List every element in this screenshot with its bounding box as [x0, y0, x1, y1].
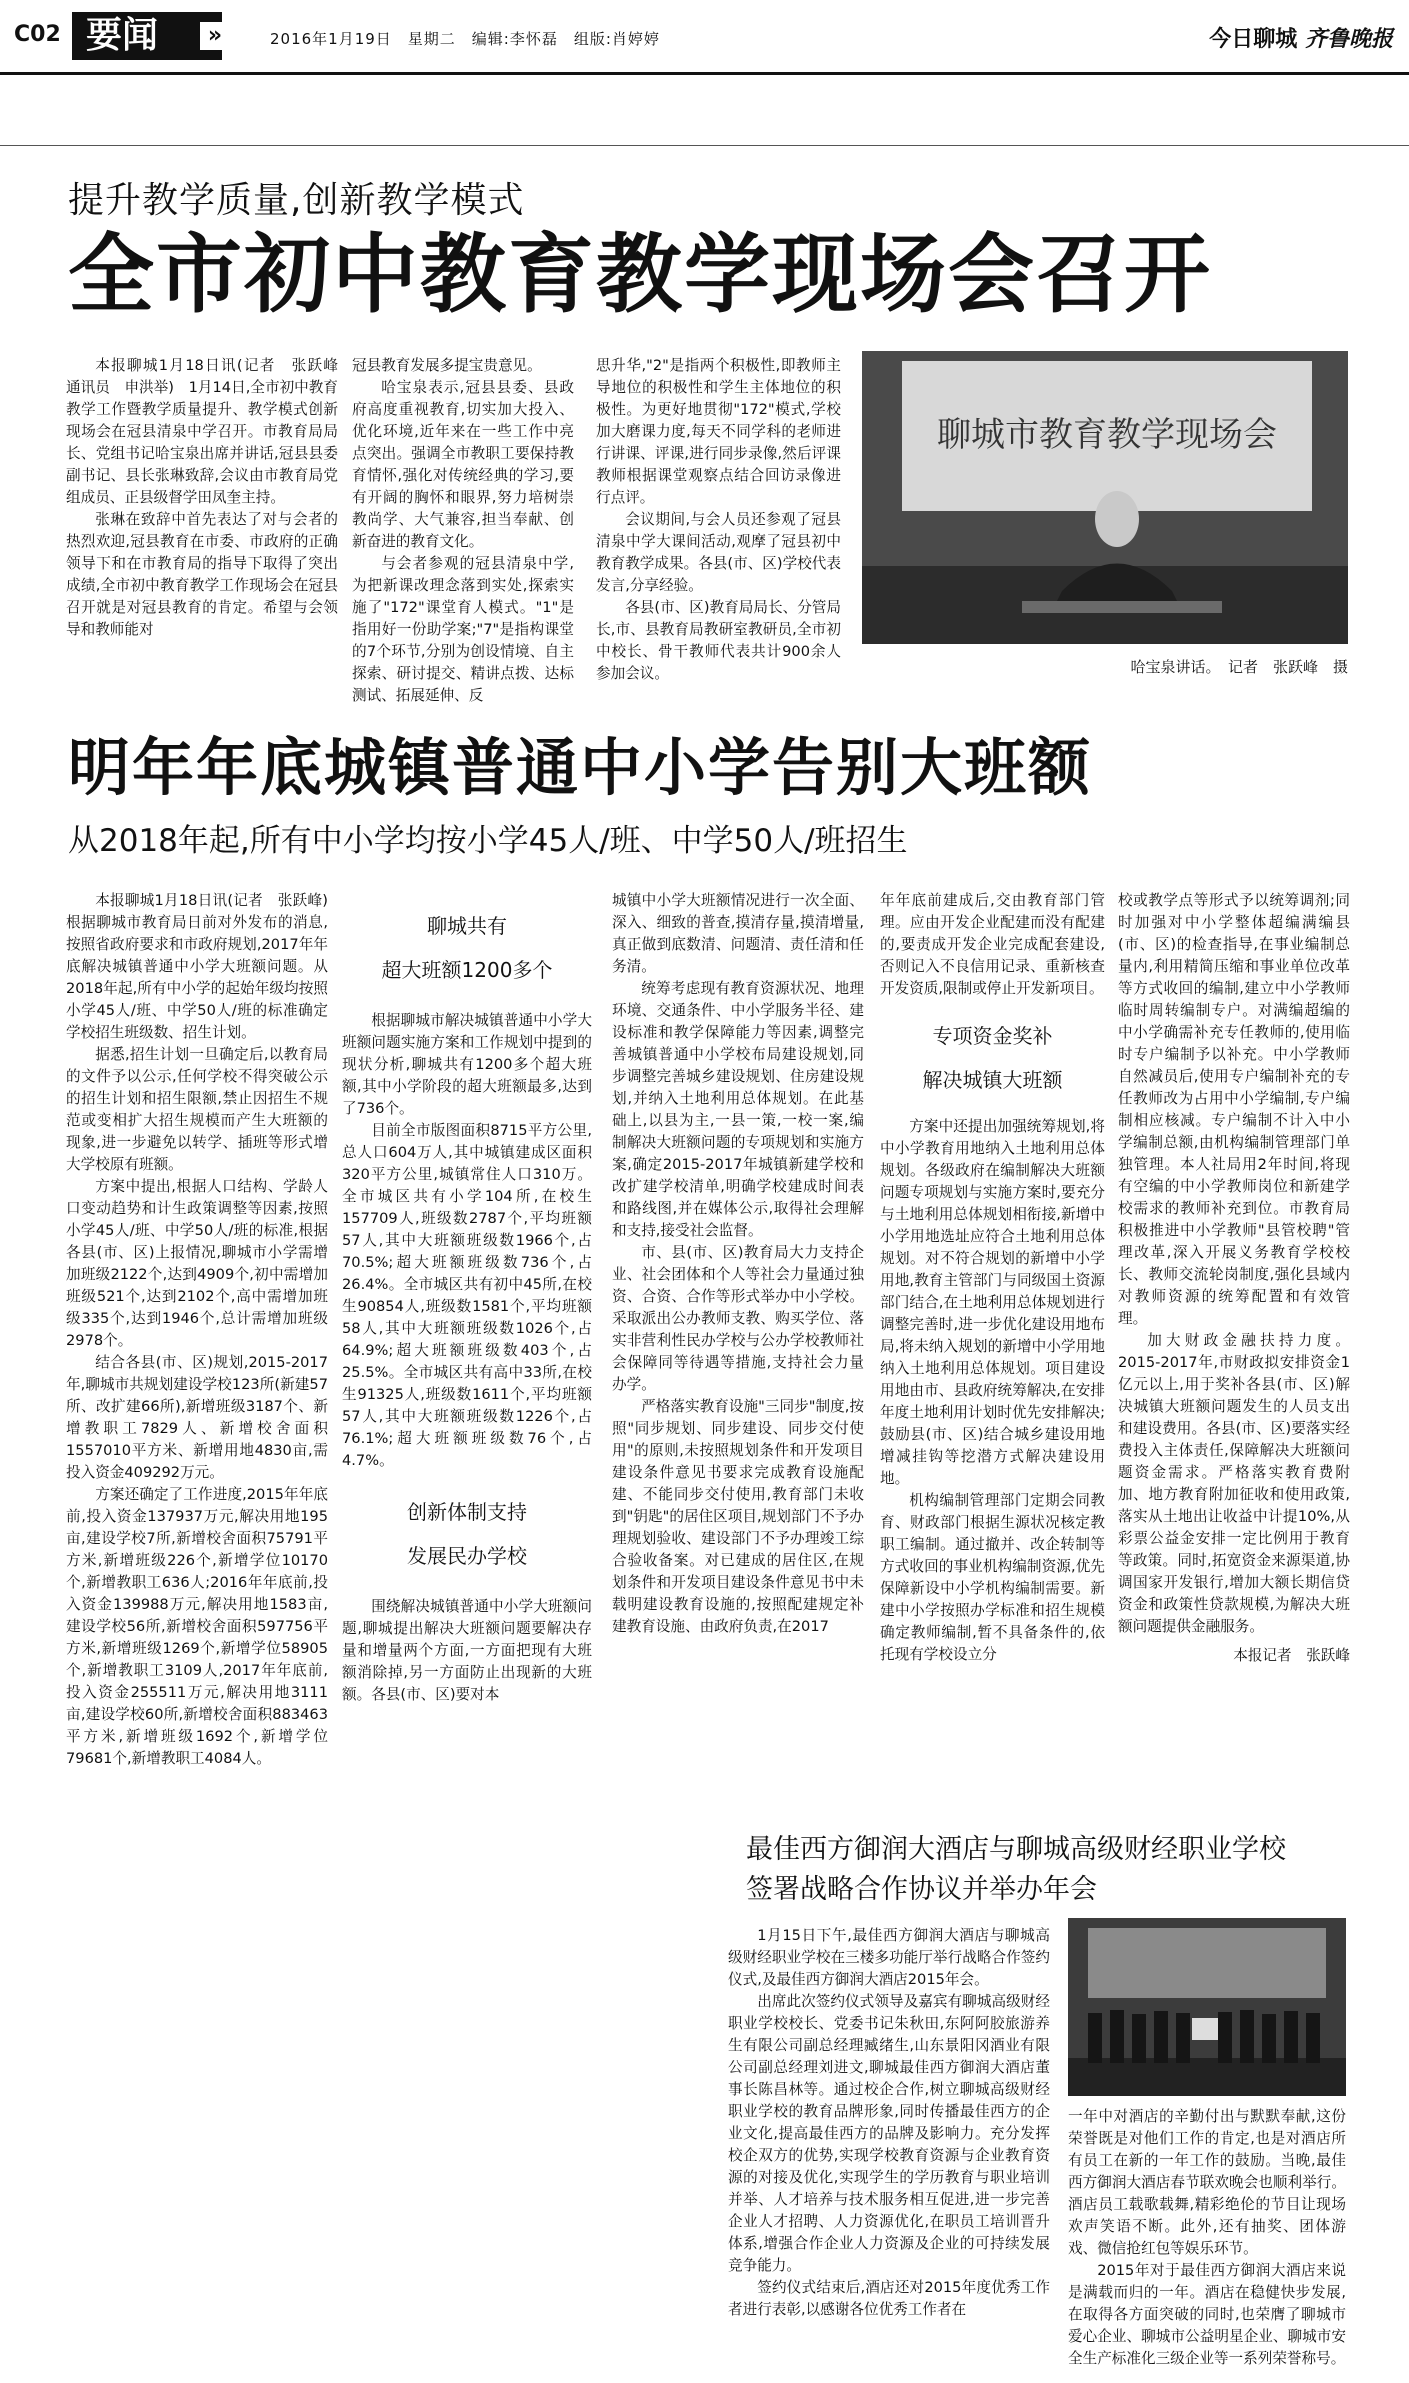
paragraph: 据悉,招生计划一旦确定后,以教育局的文件予以公示,任何学校不得突破公示的招生计划和招生限额,禁止因招生不规范或变相扩大招生规模而产生大班额的现象,进一步避免以转学、插班等形式增大学校原有班额。	[66, 1046, 328, 1173]
article3-col1	[728, 1925, 1050, 2355]
paragraph: 目前全市版图面积8715平方公里,总人口604万人,其中城镇建成区面积320平方公里,城镇常住人口310万。全市城区共有小学104所,在校生157709人,班级数2787个,平均班额57人,其中大班额班级数1966个,占70.5%;超大班额班级数736个,占26.4%。全市城区共有初中45所,在校生90854人,班级数1581个,平均班额58人,其中大班额班级数1026个,占64.9%;超大班额班级数403个,占25.5%。全市城区共有高中33所,在校生91325人,班级数1611个,平均班额57人,其中大班额班级数1226个,占76.1%;超大班额班级数76个,占4.7%。	[342, 1122, 592, 1469]
article2-col5-text	[1118, 890, 1350, 1638]
brand-logo: 齐鲁晚报	[1304, 26, 1393, 52]
paragraph: 方案中还提出加强统筹规划,将中小学教育用地纳入土地利用总体规划。各级政府在编制解决大班额问题专项规划与实施方案时,要充分与土地利用总体规划相衔接,新增中小学用地选址应符合土地利用总体规划。对不符合规划的新增中小学用地,教育主管部门与同级国土资源部门结合,在土地利用总体规划进行调整完善时,进一步优化建设用地布局,将未纳入规划的新增中小学用地纳入土地利用总体规划。项目建设用地由市、县政府统筹解决,在安排年度土地利用计划时优先安排解决;鼓励县(市、区)结合城乡建设用地增减挂钩等挖潜方式解决建设用地。	[880, 1118, 1105, 1487]
section-label: 要闻	[72, 12, 222, 60]
paragraph: 围绕解决城镇普通中小学大班额问题,聊城提出解决大班额问题要解决存量和增量两个方面,一方面把现有大班额消除掉,另一方面防止出现新的大班额。各县(市、区)要对本	[342, 1598, 592, 1703]
paragraph: 方案还确定了工作进度,2015年年底前,投入资金137937万元,解决用地195亩,建设学校7所,新增校舍面积75791平方米,新增班级226个,新增学位10170个,新增教职工636人;2016年年底前,投入资金139988万元,解决用地1583亩,建设学校56所,新增校舍面积597756平方米,新增班级1269个,新增学位58905个,新增教职工3109人,2017年年底前,投入资金255511万元,解决用地3111亩,建设学校60所,新增校舍面积883463平方米,新增班级1692个,新增学位79681个,新增教职工4084人。	[66, 1486, 328, 1767]
article3-photo	[1068, 1918, 1346, 2096]
paragraph: 哈宝泉表示,冠县县委、县政府高度重视教育,切实加大投入、优化环境,近年来在一些工作中亮点突出。强调全市教职工要保持教育情怀,强化对传统经典的学习,要有开阔的胸怀和眼界,努力培树崇教尚学、大气兼容,担当奉献、创新奋进的教育文化。	[352, 379, 574, 550]
paragraph: 结合各县(市、区)规划,2015-2017年,聊城市共规划建设学校123所(新建57所、改扩建66所),新增班级3187个、新增教职工7829人、新增校舍面积1557010平方米、新增用地4830亩,需投入资金409292万元。	[66, 1354, 328, 1481]
article3-headline: 最佳西方御润大酒店与聊城高级财经职业学校 签署战略合作协议并举办年会	[746, 1834, 1286, 1905]
paragraph: 一年中对酒店的辛勤付出与默默奉献,这份荣誉既是对他们工作的肯定,也是对酒店所有员工在新的一年工作的鼓励。当晚,最佳西方御润大酒店春节联欢晚会也顺利举行。酒店员工载歌载舞,精彩绝伦的节目让现场欢声笑语不断。此外,还有抽奖、团体游戏、微信抢红包等娱乐环节。	[1068, 2108, 1346, 2257]
article3-col2	[1068, 2106, 1346, 2367]
paragraph: 签约仪式结束后,酒店还对2015年度优秀工作者进行表彰,以感谢各位优秀工作者在	[728, 2279, 1050, 2318]
paragraph: 本报聊城1月18日讯(记者 张跃峰) 根据聊城市教育局日前对外发布的消息,按照省政府要求和市政府规划,2017年年底解决城镇普通中小学大班额问题。从2018年起,所有中小学的起始年级均按照小学45人/班、中学50人/班的标准确定学校招生班级数、招生计划。	[66, 892, 343, 1041]
article2-subhead-1: 聊城共有 超大班额1200多个	[381, 914, 553, 982]
article2-subhead-3: 专项资金奖补 解决城镇大班额	[922, 1024, 1063, 1092]
paragraph: 本报聊城1月18日讯(记者 张跃峰 通讯员 申洪举) 1月14日,全市初中教育教学工作暨教学质量提升、教学模式创新现场会在冠县清泉中学召开。市教育局局长、党组书记哈宝泉出席并讲话,冠县县委副书记、县长张琳致辞,会议由市教育局党组成员、正县级督学田凤奎主持。	[66, 357, 353, 506]
chevron-right-icon: »	[200, 22, 230, 50]
article1-photo	[862, 351, 1348, 644]
article1-col2	[352, 355, 574, 704]
article2-col2b	[342, 1596, 592, 1706]
article2-headline: 明年年底城镇普通中小学告别大班额	[68, 731, 1093, 804]
article2-col3	[612, 890, 864, 1800]
article1-col3	[596, 355, 841, 685]
article1-headline: 全市初中教育教学现场会召开	[68, 225, 1212, 325]
article2-byline: 本报记者 张跃峰	[1233, 1647, 1350, 1664]
article2-col2a	[342, 1010, 592, 1472]
article2-col4b	[880, 1116, 1105, 1666]
paragraph: 张琳在致辞中首先表达了对与会者的热烈欢迎,冠县教育在市委、市政府的正确领导下和在市教育局的指导下取得了突出成绩,全市初中教育教学工作现场会在冠县召开就是对冠县教育的肯定。希望与会领导和教师能对	[66, 511, 338, 638]
paragraph: 1月15日下午,最佳西方御润大酒店与聊城高级财经职业学校在三楼多功能厅举行战略合作签约仪式,及最佳西方御润大酒店2015年会。	[728, 1927, 1050, 1988]
article2-subheadline: 从2018年起,所有中小学均按小学45人/班、中学50人/班招生	[68, 823, 908, 859]
paragraph: 年年底前建成后,交由教育部门管理。应由开发企业配建而没有配建的,要责成开发企业完成配套建设,否则记入不良信用记录、重新核查开发资质,限制或停止开发新项目。	[880, 892, 1105, 997]
top-divider	[0, 145, 1409, 146]
paragraph: 出席此次签约仪式领导及嘉宾有聊城高级财经职业学校校长、党委书记朱秋田,东阿阿胶旅游养生有限公司副总经理臧绪生,山东景阳冈酒业有限公司副总经理刘进文,聊城最佳西方御润大酒店董事长陈昌林等。通过校企合作,树立聊城高级财经职业学校的教育品牌形象,同时传播最佳西方的企业文化,提高最佳西方的品牌及影响力。充分发挥校企双方的优势,实现学校教育资源与企业教育资源的对接及优化,实现学生的学历教育与职业培训并举、人才培养与技术服务相互促进,进一步完善企业人才招聘、人力资源优化,在职员工培训晋升体系,增强合作企业人力资源及企业的可持续发展竞争能力。	[728, 1993, 1050, 2274]
paragraph: 校或教学点等形式予以统筹调剂;同时加强对中小学整体超编满编县(市、区)的检查指导,在事业编制总量内,利用精简压缩和事业单位改革等方式收回的编制,建立中小学教师临时周转编制专户。对满编超编的中小学确需补充专任教师的,使用临时专户编制予以补充。中小学教师自然减员后,使用专户编制补充的专任教师改为占用中小学编制,专户编制相应核减。专户编制不计入中小学编制总额,由机构编制管理部门单独管理。本人社局用2年时间,将现有空编的中小学教师岗位和新建学校需求的教师补充到位。市教育局积极推进中小学教师"县管校聘"管理改革,深入开展义务教育学校校长、教师交流轮岗制度,强化县域内对教师资源的统筹配置和有效管理。	[1118, 892, 1350, 1327]
brand	[1209, 22, 1393, 53]
paragraph: 统筹考虑现有教育资源状况、地理环境、交通条件、中小学服务半径、建设标准和教学保障能力等因素,调整完善城镇普通中小学校布局建设规划,同步调整完善城乡建设规划、住房建设规划,并纳入土地利用总体规划。在此基础上,以县为主,一县一策,一校一案,编制解决大班额问题的专项规划和实施方案,确定2015-2017年城镇新建学校和改扩建学校清单,明确学校建成时间表和路线图,并在媒体公示,取得社会理解和支持,接受社会监督。	[612, 980, 864, 1239]
paragraph: 会议期间,与会人员还参观了冠县清泉中学大课间活动,观摩了冠县初中教育教学成果。各县(市、区)学校代表发言,分享经验。	[596, 511, 841, 594]
paragraph: 各县(市、区)教育局局长、分管局长,市、县教育局教研室教研员,全市初中校长、骨干教师代表共计900余人参加会议。	[596, 599, 841, 682]
article2-subhead-2: 创新体制支持 发展民办学校	[407, 1500, 527, 1568]
article2-col5	[1118, 890, 1350, 1800]
article2-col2	[342, 890, 592, 1800]
paragraph: 严格落实教育设施"三同步"制度,按照"同步规划、同步建设、同步交付使用"的原则,未按照规划条件和开发项目建设条件意见书要求完成教育设施配建、不能同步交付使用,教育部门未收到"钥匙"的居住区项目,规划部门不予办理规划验收、建设部门不予办理竣工综合验收备案。对已建成的居住区,在规划条件和开发项目建设条件意见书中未载明建设教育设施的,按照配建规定补建教育设施、由政府负责,在2017	[612, 1398, 864, 1635]
paragraph: 根据聊城市解决城镇普通中小学大班额问题实施方案和工作规划中提到的现状分析,聊城共有1200多个超大班额,其中小学阶段的超大班额最多,达到了736个。	[342, 1012, 592, 1117]
paragraph: 与会者参观的冠县清泉中学,为把新课改理念落到实处,探索实施了"172"课堂育人模式。"1"是指用好一份助学案;"7"是指构课堂的7个环节,分别为创设情境、自主探索、研讨提交、精讲点拨、达标测试、拓展延伸、反	[352, 555, 574, 704]
group-photo-graphic	[1068, 1918, 1346, 2096]
paragraph: 城镇中小学大班额情况进行一次全面、深入、细致的普查,摸清存量,摸清增量,真正做到底数清、问题清、责任清和任务清。	[612, 892, 864, 975]
paragraph: 方案中提出,根据人口结构、学龄人口变动趋势和计生政策调整等因素,按照小学45人/班、中学50人/班的标准,根据各县(市、区)上报情况,聊城市小学需增加班级2122个,达到4909个,初中需增加班级521个,达到2102个,高中需增加班级335个,达到1946个,总计需增加班级2978个。	[66, 1178, 328, 1349]
article1-col1	[66, 355, 353, 685]
speaker-photo-graphic	[862, 351, 1348, 644]
paragraph: 2015年对于最佳西方御润大酒店来说是满载而归的一年。酒店在稳健快步发展,在取得各方面突破的同时,也荣膺了聊城市爱心企业、聊城市公益明星企业、聊城市安全生产标准化三级企业等一系列荣誉称号。	[1068, 2262, 1346, 2367]
issue-line: 2016年1月19日 星期二 编辑:李怀磊 组版:肖婷婷	[270, 30, 660, 48]
masthead-rule	[0, 72, 1409, 75]
article2-col4a	[880, 890, 1105, 1000]
article1-photo-caption: 哈宝泉讲话。 记者 张跃峰 摄	[1130, 658, 1348, 676]
photo-sign-text: 聊城市教育教学现场会	[937, 415, 1277, 455]
paragraph: 思升华,"2"是指两个积极性,即教师主导地位的积极性和学生主体地位的积极性。为更好地贯彻"172"模式,学校加大磨课力度,每天不同学科的老师进行讲课、评课,进行同步录像,然后评课教师根据课堂观察点结合回访录像进行点评。	[596, 357, 841, 506]
brand-prefix: 今日聊城	[1209, 27, 1298, 52]
paragraph: 机构编制管理部门定期会同教育、财政部门根据生源状况核定教职工编制。通过撤并、改企转制等方式收回的事业机构编制资源,优先保障新设中小学机构编制需要。新建中小学按照办学标准和招生规模确定教师编制,暂不具备条件的,依托现有学校设立分	[880, 1492, 1105, 1663]
paragraph: 冠县教育发展多提宝贵意见。	[352, 357, 542, 374]
page-number: C02	[14, 22, 61, 47]
article2-col1	[66, 890, 343, 1800]
article1-kicker: 提升教学质量,创新教学模式	[68, 180, 525, 221]
article2-col4	[880, 890, 1105, 1800]
paragraph: 加大财政金融扶持力度。2015-2017年,市财政拟安排资金1亿元以上,用于奖补各县(市、区)解决城镇大班额问题发生的人员支出和建设费用。各县(市、区)要落实经费投入主体责任,保障解决大班额问题资金需求。严格落实教育费附加、地方教育附加征收和使用政策,落实从土地出让收益中计提10%,从彩票公益金安排一定比例用于教育等政策。同时,拓宽资金来源渠道,协调国家开发银行,增加大额长期信贷资金和政策性贷款规模,为解决大班额问题提供金融服务。	[1118, 1332, 1350, 1635]
paragraph: 市、县(市、区)教育局大力支持企业、社会团体和个人等社会力量通过独资、合资、合作等形式举办中小学校。采取派出公办教师支教、购买学位、落实非营利性民办学校与公办学校教师社会保障同等待遇等措施,支持社会力量办学。	[612, 1244, 864, 1393]
